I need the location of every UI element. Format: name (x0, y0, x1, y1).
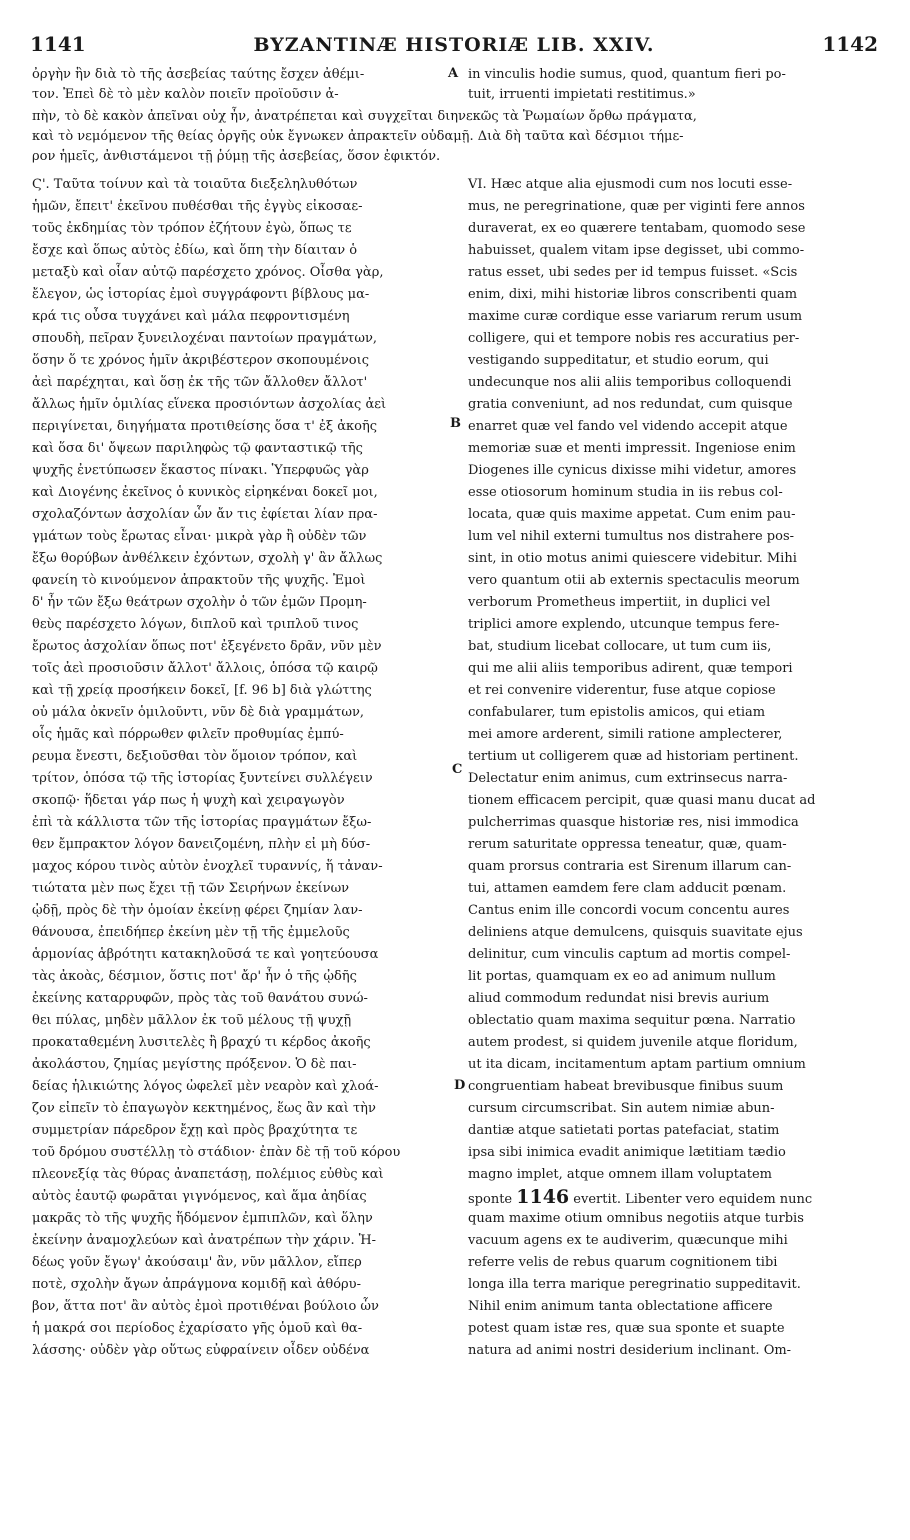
latin-line: mei amore arderent, simili ratione amplecterer, (468, 727, 783, 742)
latin-line: aliud commodum redundat nisi brevis aurium (468, 991, 770, 1006)
latin-line: vacuum agens ex te audiverim, quæcunque mihi (468, 1233, 788, 1248)
latin-line: tui, attamen eamdem fere clam adducit pœnam. (468, 881, 787, 896)
greek-line: θει πύλας, μηδὲν μᾶλλον ἐκ τοῦ μέλους τῇ ψυχῇ (32, 1013, 352, 1028)
latin-line: duraverat, ex eo quærere tentabam, quomodo sese (468, 221, 806, 236)
latin-line: pulcherrimas quasque historiæ res, nisi immodica (468, 815, 799, 830)
greek-line: καὶ ὅσα δι' ὄψεων παριληφὼς τῷ φανταστικῷ τῆς (32, 441, 363, 456)
latin-line: oblectatio quam maxima sequitur pœna. Narratio (468, 1013, 796, 1028)
latin-line: deliniens atque demulcens, quisquis suavitate ejus (468, 925, 803, 940)
latin-line: referre velis de rebus quarum cognitionem tibi (468, 1255, 778, 1270)
greek-line: τὰς ἀκοὰς, δέσμιον, ὅστις ποτ' ἄρ' ἦν ὁ τῆς ᾠδῆς (32, 969, 357, 984)
latin-word: evertit. Libenter vero equidem nunc (573, 1192, 813, 1207)
latin-line: vero quantum otii ab externis spectaculis meorum (468, 573, 800, 588)
latin-line: longa illa terra marique peregrinatio suppeditavit. (468, 1277, 801, 1292)
greek-line: τοῦ δρόμου συστέλλῃ τὸ στάδιον· ἐπὰν δὲ τῇ τοῦ κόρου (32, 1145, 401, 1160)
greek-line: ἔλεγον, ὡς ἱστορίας ἐμοὶ συγγράφοντι βίβλους μα- (32, 287, 370, 302)
latin-line: colligere, qui et tempore nobis res accuratius per- (468, 331, 800, 346)
greek-line: καὶ Διογένης ἐκεῖνος ὁ κυνικὸς εἰρηκέναι δοκεῖ μοι, (32, 485, 378, 500)
greek-line: ψυχῆς ἐνετύπωσεν ἕκαστος πίνακι. Ὑπερφυῶς γὰρ (32, 463, 369, 478)
greek-line: οὐ μάλα ὀκνεῖν ὁμιλοῦντι, νῦν δὲ διὰ γραμμάτων, (32, 705, 365, 720)
greek-line: σχολαζόντων ἀσχολίαν ὧν ἄν τις ἐφίεται λίαν πρα- (32, 507, 378, 522)
latin-line: locata, quæ quis maxime appetat. Cum enim pau- (468, 507, 796, 522)
latin-line: sint, in otio motus animi quiescere videbitur. Mihi (468, 551, 797, 566)
greek-line: ρευμα ἔνεστι, δεξιοῦσθαι τὸν ὅμοιον τρόπον, καὶ (32, 749, 358, 764)
latin-line: Nihil enim animum tanta oblectatione afficere (468, 1299, 773, 1314)
latin-line: lum vel nihil externi tumultus nos distrahere pos- (468, 529, 795, 544)
latin-line: maxime curæ cordique esse variarum rerum usum (468, 309, 803, 324)
latin-line: habuisset, qualem vitam ipse degisset, ubi commo- (468, 243, 805, 258)
greek-line: ἀκολάστου, ζημίας μεγίστης πρόξενον. Ὁ δὲ παι- (32, 1057, 357, 1072)
latin-line: ut ita dicam, incitamentum aptam partium omnium (468, 1057, 806, 1072)
latin-line: vestigando suppeditatur, et studio eorum, qui (468, 353, 769, 368)
latin-line: gratia conveniunt, ad nos redundat, cum quisque (468, 397, 793, 412)
greek-line: συμμετρίαν πάρεδρον ἔχῃ καὶ πρὸς βραχύτητα τε (32, 1123, 358, 1138)
latin-line: quam maxime otium omnibus negotiis atque turbis (468, 1211, 804, 1226)
greek-line: καὶ τῇ χρείᾳ προσήκειν δοκεῖ, [f. 96 b] διὰ γλώττης (32, 683, 372, 698)
greek-line: τιώτατα μὲν πως ἔχει τῇ τῶν Σειρήνων ἐκείνων (32, 881, 350, 896)
latin-line: bat, studium licebat collocare, ut tum cum iis, (468, 639, 772, 654)
greek-line: προκαταθεμένη λυσιτελὲς ἢ βραχύ τι κέρδος ἀκοῆς (32, 1035, 371, 1050)
greek-line: λάσσης· οὐδὲν γὰρ οὕτως εὐφραίνειν οἶδεν οὐδένα (32, 1343, 370, 1358)
latin-line: enim, dixi, mihi historiæ libros conscribenti quam (468, 287, 798, 302)
latin-line: mus, ne peregrinatione, quæ per viginti fere annos (468, 199, 805, 214)
latin-line: natura ad animi nostri desiderium inclinant. Om- (468, 1343, 792, 1358)
latin-line: delinitur, cum vinculis captum ad mortis compel- (468, 947, 791, 962)
latin-line: autem prodest, si quidem juvenile atque floridum, (468, 1035, 798, 1050)
latin-word: sponte (468, 1192, 513, 1207)
latin-line: in vinculis hodie sumus, quod, quantum fieri po- (468, 67, 786, 82)
greek-line: ἔξω θορύβων ἀνθέλκειν ἐχόντων, σχολὴ γ' ἂν ἄλλως (32, 551, 383, 566)
section-marker-c: C (452, 762, 463, 777)
latin-line: Delectatur enim animus, cum extrinsecus narra- (468, 771, 788, 786)
latin-line: VI. Hæc atque alia ejusmodi cum nos locuti esse- (468, 177, 793, 192)
latin-line-with-page-number (468, 1188, 812, 1209)
latin-line: congruentiam habeat brevibusque finibus suum (468, 1079, 784, 1094)
greek-line: τρίτον, ὁπόσα τῷ τῆς ἱστορίας ξυντείνει συλλέγειν (32, 771, 373, 786)
greek-line: πλεονεξίᾳ τὰς θύρας ἀναπετάσῃ, πολέμιος εὐθὺς καὶ (32, 1167, 384, 1182)
greek-line: ᾠδῇ, πρὸς δὲ τὴν ὁμοίαν ἐκείνῃ φέρει ζημίαν λαν- (32, 903, 363, 918)
greek-line: δείας ἡλικιώτης λόγος ὠφελεῖ μὲν νεαρὸν καὶ χλοά- (32, 1079, 379, 1094)
greek-line: θεὺς παρέσχετο λόγων, διπλοῦ καὶ τριπλοῦ τινος (32, 617, 359, 632)
page-header (30, 32, 878, 60)
section-marker-b: B (450, 416, 461, 431)
greek-line: τοῦς ἐκδημίας τὸν τρόπον ἐζήτουν ἐγὼ, ὅπως τε (32, 221, 352, 236)
latin-line: tionem efficacem percipit, quæ quasi manu ducat ad (468, 793, 816, 808)
greek-line: τοῖς ἀεὶ προσιοῦσιν ἄλλοτ' ἄλλοις, ὁπόσα τῷ καιρῷ (32, 661, 378, 676)
greek-line: βον, ἅττα ποτ' ἂν αὐτὸς ἐμοὶ προτιθέναι βούλοιο ὧν (32, 1299, 379, 1314)
full-width-line: καὶ τὸ νεμόμενον τῆς θείας ὀργῆς οὐκ ἔγνωκεν ἀπρακτεῖν οὐδαμῇ. Διὰ δὴ ταῦτα καὶ δέσμιοι τήμε- (32, 129, 684, 144)
latin-line: rerum saturitate oppressa teneatur, quæ, quam- (468, 837, 787, 852)
greek-line: ἐπὶ τὰ κάλλιστα τῶν τῆς ἱστορίας πραγμάτων ἔξω- (32, 815, 372, 830)
greek-line: ἔσχε καὶ ὅπως αὐτὸς ἐδίω, καὶ ὅπη τὴν δίαιταν ὁ (32, 243, 358, 258)
greek-line: δέως γοῦν ἔγωγ' ἀκούσαιμ' ἂν, νῦν μᾶλλον, εἴπερ (32, 1255, 362, 1270)
latin-line: dantiæ atque satietati portas patefaciat, statim (468, 1123, 780, 1138)
greek-line: ὀργὴν ἣν διὰ τὸ τῆς ἀσεβείας ταύτης ἔσχεν ἀθέμι- (32, 67, 365, 82)
latin-line: esse otiosorum hominum studia in iis rebus col- (468, 485, 783, 500)
greek-line: ἁρμονίας ἁβρότητι κατακηλοῦσά τε καὶ γοητεύουσα (32, 947, 379, 962)
latin-line: tertium ut colligerem quæ ad historiam pertinent. (468, 749, 799, 764)
latin-line: tuit, irruenti impietati restitimus.» (468, 87, 696, 102)
greek-line: ὅσην ὅ τε χρόνος ἡμῖν ἀκριβέστερον σκοπουμένοις (32, 353, 369, 368)
greek-line: δ' ἦν τῶν ἔξω θεάτρων σχολὴν ὁ τῶν ἐμῶν Προμη- (32, 595, 367, 610)
latin-line: memoriæ suæ et menti impressit. Ingeniose enim (468, 441, 796, 456)
latin-line: cursum circumscribat. Sin autem nimiæ abun- (468, 1101, 775, 1116)
greek-line: ἄλλως ἡμῖν ὁμιλίας εἵνεκα προσιόντων ἀσχολίας ἀεὶ (32, 397, 387, 412)
greek-line: ἔρωτος ἀσχολίαν ὅπως ποτ' ἐξεγένετο δρᾶν, νῦν μὲν (32, 639, 382, 654)
greek-line: ἡ μακρά σοι περίοδος ἐχαρίσατο γῆς ὁμοῦ καὶ θα- (32, 1321, 363, 1336)
latin-line: triplici amore explendo, utcunque tempus fere- (468, 617, 780, 632)
greek-line: ἐκείνην ἀναμοχλεύων καὶ ἀνατρέπων τὴν χάριν. Ἡ- (32, 1233, 376, 1248)
running-title: BYZANTINÆ HISTORIÆ LIB. XXIV. (253, 34, 655, 56)
greek-line: θεν ἔμπρακτον λόγον δανειζομένη, πλὴν εἰ μὴ δύσ- (32, 837, 371, 852)
greek-line: σπουδὴ, πεῖραν ξυνειλοχέναι παντοίων πραγμάτων, (32, 331, 378, 346)
greek-line: τον. Ἐπεὶ δὲ τὸ μὲν καλὸν ποιεῖν προϊοῦσιν ἀ- (32, 87, 339, 102)
greek-line: μακρᾶς τὸ τῆς ψυχῆς ἥδόμενον ἐμπιπλῶν, καὶ ὅλην (32, 1211, 373, 1226)
latin-line: ipsa sibi inimica evadit animique lætitiam tædio (468, 1145, 786, 1160)
greek-line: κρά τις οὖσα τυγχάνει καὶ μάλα πεφροντισμένη (32, 309, 350, 324)
greek-line: αὐτὸς ἑαυτῷ φωρᾶται γιγνόμενος, καὶ ἅμα ἀηδίας (32, 1189, 367, 1204)
latin-line: Diogenes ille cynicus dixisse mihi videtur, amores (468, 463, 797, 478)
latin-line: potest quam istæ res, quæ sua sponte et suapte (468, 1321, 785, 1336)
greek-line: περιγίνεται, διηγήματα προτιθείσης ὅσα τ' ἐξ ἀκοῆς (32, 419, 378, 434)
latin-line: undecunque nos alii aliis temporibus colloquendi (468, 375, 792, 390)
section-marker-d: D (454, 1078, 466, 1093)
greek-line: οἷς ἡμᾶς καὶ πόρρωθεν φιλεῖν προθυμίας ἐμπύ- (32, 727, 344, 742)
latin-line: confabularer, tum epistolis amicos, qui etiam (468, 705, 766, 720)
greek-line: γμάτων τοὺς ἔρωτας εἶναι· μικρὰ γὰρ ἢ οὐδὲν τῶν (32, 529, 367, 544)
greek-line: ἐκείνης καταρρυφῶν, πρὸς τὰς τοῦ θανάτου συνώ- (32, 991, 368, 1006)
page-number-left: 1141 (30, 32, 86, 56)
section-marker-a: A (448, 66, 459, 81)
latin-line: enarret quæ vel fando vel videndo accepit atque (468, 419, 788, 434)
latin-line: verborum Prometheus impertiit, in duplici vel (468, 595, 771, 610)
latin-line: lit portas, quamquam ex eo ad animum nullum (468, 969, 776, 984)
latin-line: magno implet, atque omnem illam voluptatem (468, 1167, 772, 1182)
full-width-line: πὴν, τὸ δὲ κακὸν ἀπεῖναι οὐχ ἦν, ἀνατρέπεται καὶ συγχεῖται διηνεκῶς τὰ Ῥωμαίων ὄρθω πράγματα, (32, 109, 697, 124)
page-number-right: 1142 (822, 32, 878, 56)
greek-line: σκοπῷ· ἥδεται γάρ πως ἡ ψυχὴ καὶ χειραγωγὸν (32, 793, 345, 808)
greek-line: ἀεὶ παρέχηται, καὶ ὅσῃ ἐκ τῆς τῶν ἄλλοθεν ἄλλοτ' (32, 375, 368, 390)
latin-line: quam prorsus contraria est Sirenum illarum can- (468, 859, 792, 874)
greek-line: μαχος κόρου τινὸς αὐτὸν ἐνοχλεῖ τυραννίς, ἥ τἀναν- (32, 859, 383, 874)
latin-line: et rei convenire viderentur, fuse atque copiose (468, 683, 776, 698)
greek-line: θάνουσα, ἐπειδήπερ ἐκείνη μὲν τῇ τῆς ἐμμελοῦς (32, 925, 350, 940)
greek-line: μεταξὺ καὶ οἷαν αὐτῷ παρέσχετο χρόνος. Οἶσθα γὰρ, (32, 265, 384, 280)
greek-line: Ϛ'. Ταῦτα τοίνυν καὶ τὰ τοιαῦτα διεξεληλυθότων (32, 177, 358, 192)
greek-line: ἡμῶν, ἔπειτ' ἐκεῖνου πυθέσθαι τῆς ἐγγὺς εἰκοσαε- (32, 199, 363, 214)
greek-line: φανείη τὸ κινούμενον ἀπρακτοῦν τῆς ψυχῆς. Ἐμοὶ (32, 573, 366, 588)
greek-line: ποτὲ, σχολὴν ἄγων ἀπράγμονα κομιδῇ καὶ ἀθόρυ- (32, 1277, 361, 1292)
latin-line: qui me alii aliis temporibus adirent, quæ tempori (468, 661, 793, 676)
latin-line: ratus esset, ubi sedes per id tempus fuisset. «Scis (468, 265, 798, 280)
margin-page-number: 1146 (516, 1186, 570, 1208)
full-width-line: ρον ἡμεῖς, ἀνθιστάμενοι τῇ ῥύμῃ τῆς ἀσεβείας, ὅσον ἐφικτόν. (32, 149, 441, 164)
greek-line: ζον εἰπεῖν τὸ ἐπαγωγὸν κεκτημένος, ἕως ἂν καὶ τὴν (32, 1101, 376, 1116)
latin-line: Cantus enim ille concordi vocum concentu aures (468, 903, 790, 918)
